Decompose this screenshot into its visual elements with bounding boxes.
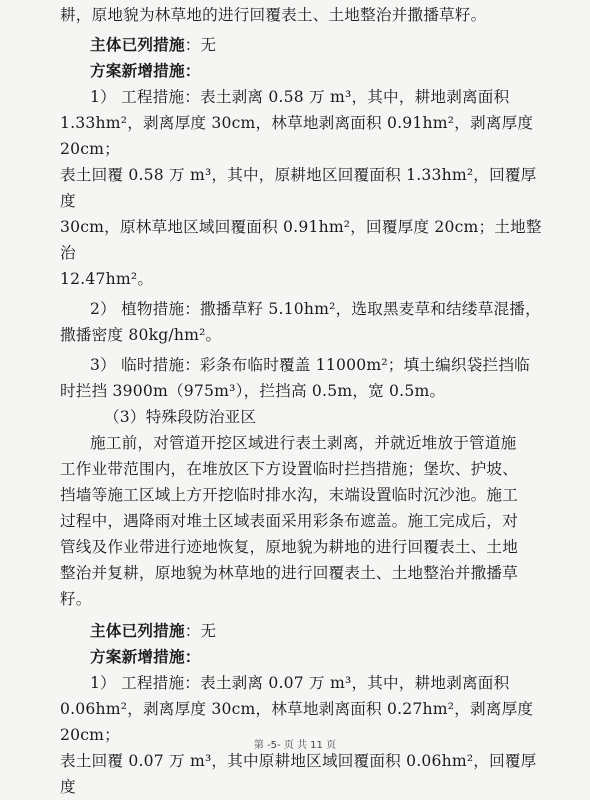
text-line: 2） 植物措施：撒播草籽 5.10hm²，选取黑麦草和结缕草混播， [90, 300, 541, 318]
existing-measures-line [60, 32, 546, 58]
existing-measures-value: ：无 [184, 622, 217, 640]
existing-measures-value: ：无 [184, 36, 217, 54]
existing-measures-label: 主体已列措施 [90, 35, 185, 54]
text-line: 工作业带范围内，在堆放区下方设置临时拦挡措施；堡坎、护坡、 [60, 460, 519, 478]
text-line: 耕，原地貌为林草地的进行回覆表土、土地整治并撒播草籽。 [60, 6, 487, 24]
text-line: 1） 工程措施：表土剥离 0.58 万 m³，其中，耕地剥离面积 [90, 88, 510, 106]
text-line: 过程中，遇降雨对堆土区域表面采用彩条布遮盖。施工完成后，对 [60, 512, 519, 530]
text-line: 施工前，对管道开挖区域进行表土剥离，并就近堆放于管道施 [90, 434, 517, 452]
text-line: 1.33hm²，剥离厚度 30cm，林草地剥离面积 0.91hm²，剥离厚度 20cm； [60, 114, 534, 158]
text-line: 撒播密度 80kg/hm²。 [60, 326, 222, 344]
new-measures-heading: 方案新增措施： [90, 61, 201, 80]
text-line: 籽。 [60, 590, 92, 608]
text-line: 表土回覆 0.07 万 m³，其中原耕地区域回覆面积 0.06hm²，回覆厚度 [60, 752, 537, 796]
section-heading: （3）特殊段防治亚区 [104, 408, 257, 426]
text-line: 挡墙等施工区域上方开挖临时排水沟，末端设置临时沉沙池。施工 [60, 486, 519, 504]
text-line: 30cm，原林草地区域回覆面积 0.91hm²，回覆厚度 20cm；土地整治 [60, 218, 542, 262]
text-line: 0.06hm²，剥离厚度 30cm，林草地剥离面积 0.27hm²，剥离厚度 20cm； [60, 700, 534, 744]
text-line: 12.47hm²。 [60, 270, 154, 288]
text-line: 时拦挡 3900m（975m³），拦挡高 0.5m，宽 0.5m。 [60, 382, 446, 400]
text-line: 整治并复耕，原地貌为林草地的进行回覆表土、土地整治并撒播草 [60, 564, 519, 582]
page-footer: 第 -5- 页 共 11 页 [253, 740, 337, 751]
existing-measures-line [60, 618, 546, 644]
text-line: 1） 工程措施：表土剥离 0.07 万 m³，其中，耕地剥离面积 [90, 674, 510, 692]
text-line: 表土回覆 0.58 万 m³，其中，原耕地区回覆面积 1.33hm²，回覆厚度 [60, 166, 537, 210]
new-measures-heading: 方案新增措施： [90, 647, 201, 666]
text-line: 3） 临时措施：彩条布临时覆盖 11000m²；填土编织袋拦挡临 [90, 356, 530, 374]
text-line: 管线及作业带进行迹地恢复，原地貌为耕地的进行回覆表土、土地 [60, 538, 519, 556]
existing-measures-label: 主体已列措施 [90, 621, 185, 640]
